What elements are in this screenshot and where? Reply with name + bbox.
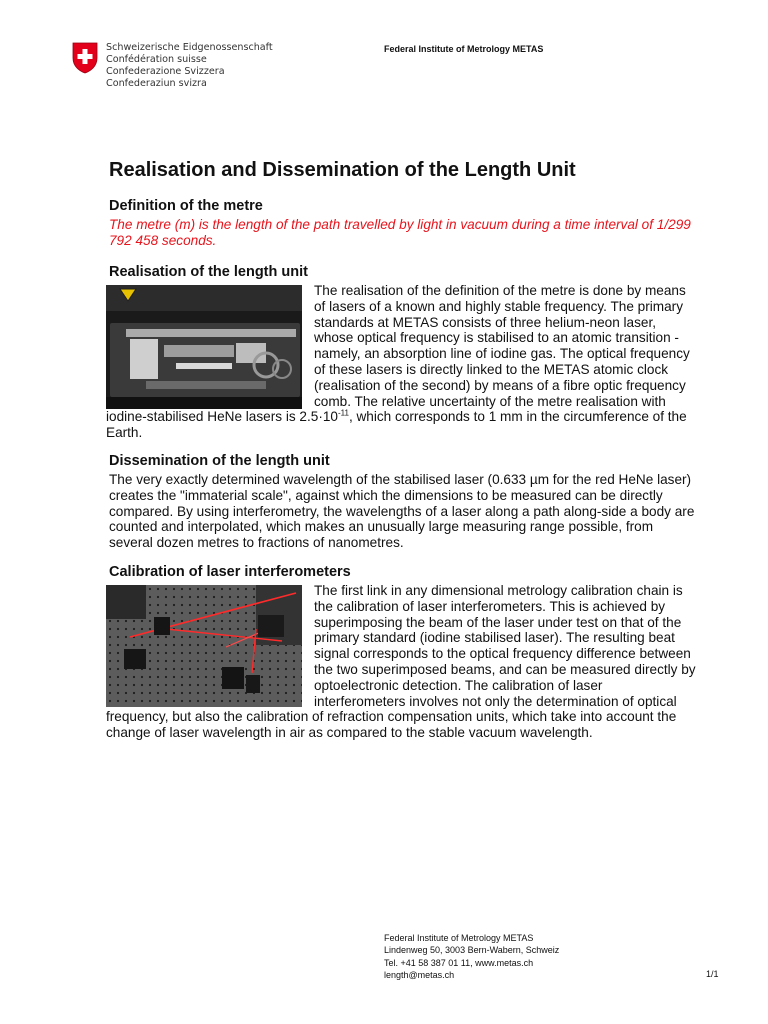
- authority-names: [106, 42, 273, 90]
- swiss-cross-shield-icon: [72, 42, 98, 74]
- dissemination-section: [109, 472, 695, 551]
- realisation-heading: Realisation of the length unit: [109, 264, 308, 280]
- dissemination-text: The very exactly determined wavelength of the stabilised laser (0.633 µm for the red HeNe laser) creates the "immaterial scale", against which the dimensions to be measured can be directly compared. By using interferometry, the wavelengths of a laser along a path along-side a body are counted and interpolated, which makes an unusually large measuring range possible, from several dozen metres to fractions of nanometres.: [109, 472, 695, 551]
- footer-street: Lindenweg 50, 3003 Bern-Wabern, Schweiz: [384, 945, 560, 956]
- dissemination-heading: Dissemination of the length unit: [109, 453, 330, 469]
- realisation-text-end: , which corresponds to 1 mm in the circumference of the Earth.: [106, 409, 687, 441]
- interferometer-setup-photo: [106, 585, 302, 707]
- definition-text: The metre (m) is the length of the path travelled by light in vacuum during a time interval of 1/299 792 458 seconds.: [109, 217, 691, 248]
- header-institute: Federal Institute of Metrology METAS: [384, 44, 544, 54]
- realisation-section: [106, 283, 696, 441]
- swiss-federal-logo: [72, 42, 273, 90]
- footer-email[interactable]: length@metas.ch: [384, 970, 455, 981]
- authority-name-de: Schweizerische Eidgenossenschaft: [106, 42, 273, 53]
- authority-name-fr: Confédération suisse: [106, 54, 207, 65]
- calibration-section: [106, 583, 696, 741]
- authority-name-rm: Confederaziun svizra: [106, 78, 207, 89]
- realisation-text-main: The realisation of the definition of the metre is done by means of lasers of a known and highly stable frequency. The primary standards at METAS consists of three helium-neon laser, whose optical frequency is stabilised to an atomic transition - namely, an absorption line of iodine gas. The optical frequency of these lasers is directly linked to the METAS atomic clock (realisation of the second) by means of a fibre optic frequency comb. The relative uncertainty of the metre realisation with iodine-stabilised HeNe lasers is 2.5·10: [106, 283, 690, 425]
- footer-phone: Tel. +41 58 387 01 11, www.metas.ch: [384, 957, 534, 968]
- footer-institute: Federal Institute of Metrology METAS: [384, 933, 534, 943]
- footer-address: [384, 932, 559, 982]
- page-number: 1/1: [706, 969, 719, 979]
- laser-apparatus-photo: [106, 285, 302, 409]
- calibration-heading: Calibration of laser interferometers: [109, 564, 351, 580]
- authority-name-it: Confederazione Svizzera: [106, 66, 225, 77]
- calibration-text: The first link in any dimensional metrology calibration chain is the calibration of laser interferometers. This is achieved by superimposing the beam of the laser under test on that of the primary standard (iodine stabilised laser). The resulting beat signal corresponds to the optical frequency difference between the two superimposed beams, and can be measured directly by optoelectronic detection. The calibration of laser interferometers involves not only the determination of optical frequency, but also the calibration of refraction compensation units, which take into account the change of laser wavelength in air as compared to the stable vacuum wavelength.: [106, 583, 696, 741]
- page-title: Realisation and Dissemination of the Length Unit: [109, 159, 576, 181]
- realisation-exponent: -11: [337, 408, 349, 418]
- definition-heading: Definition of the metre: [109, 198, 263, 214]
